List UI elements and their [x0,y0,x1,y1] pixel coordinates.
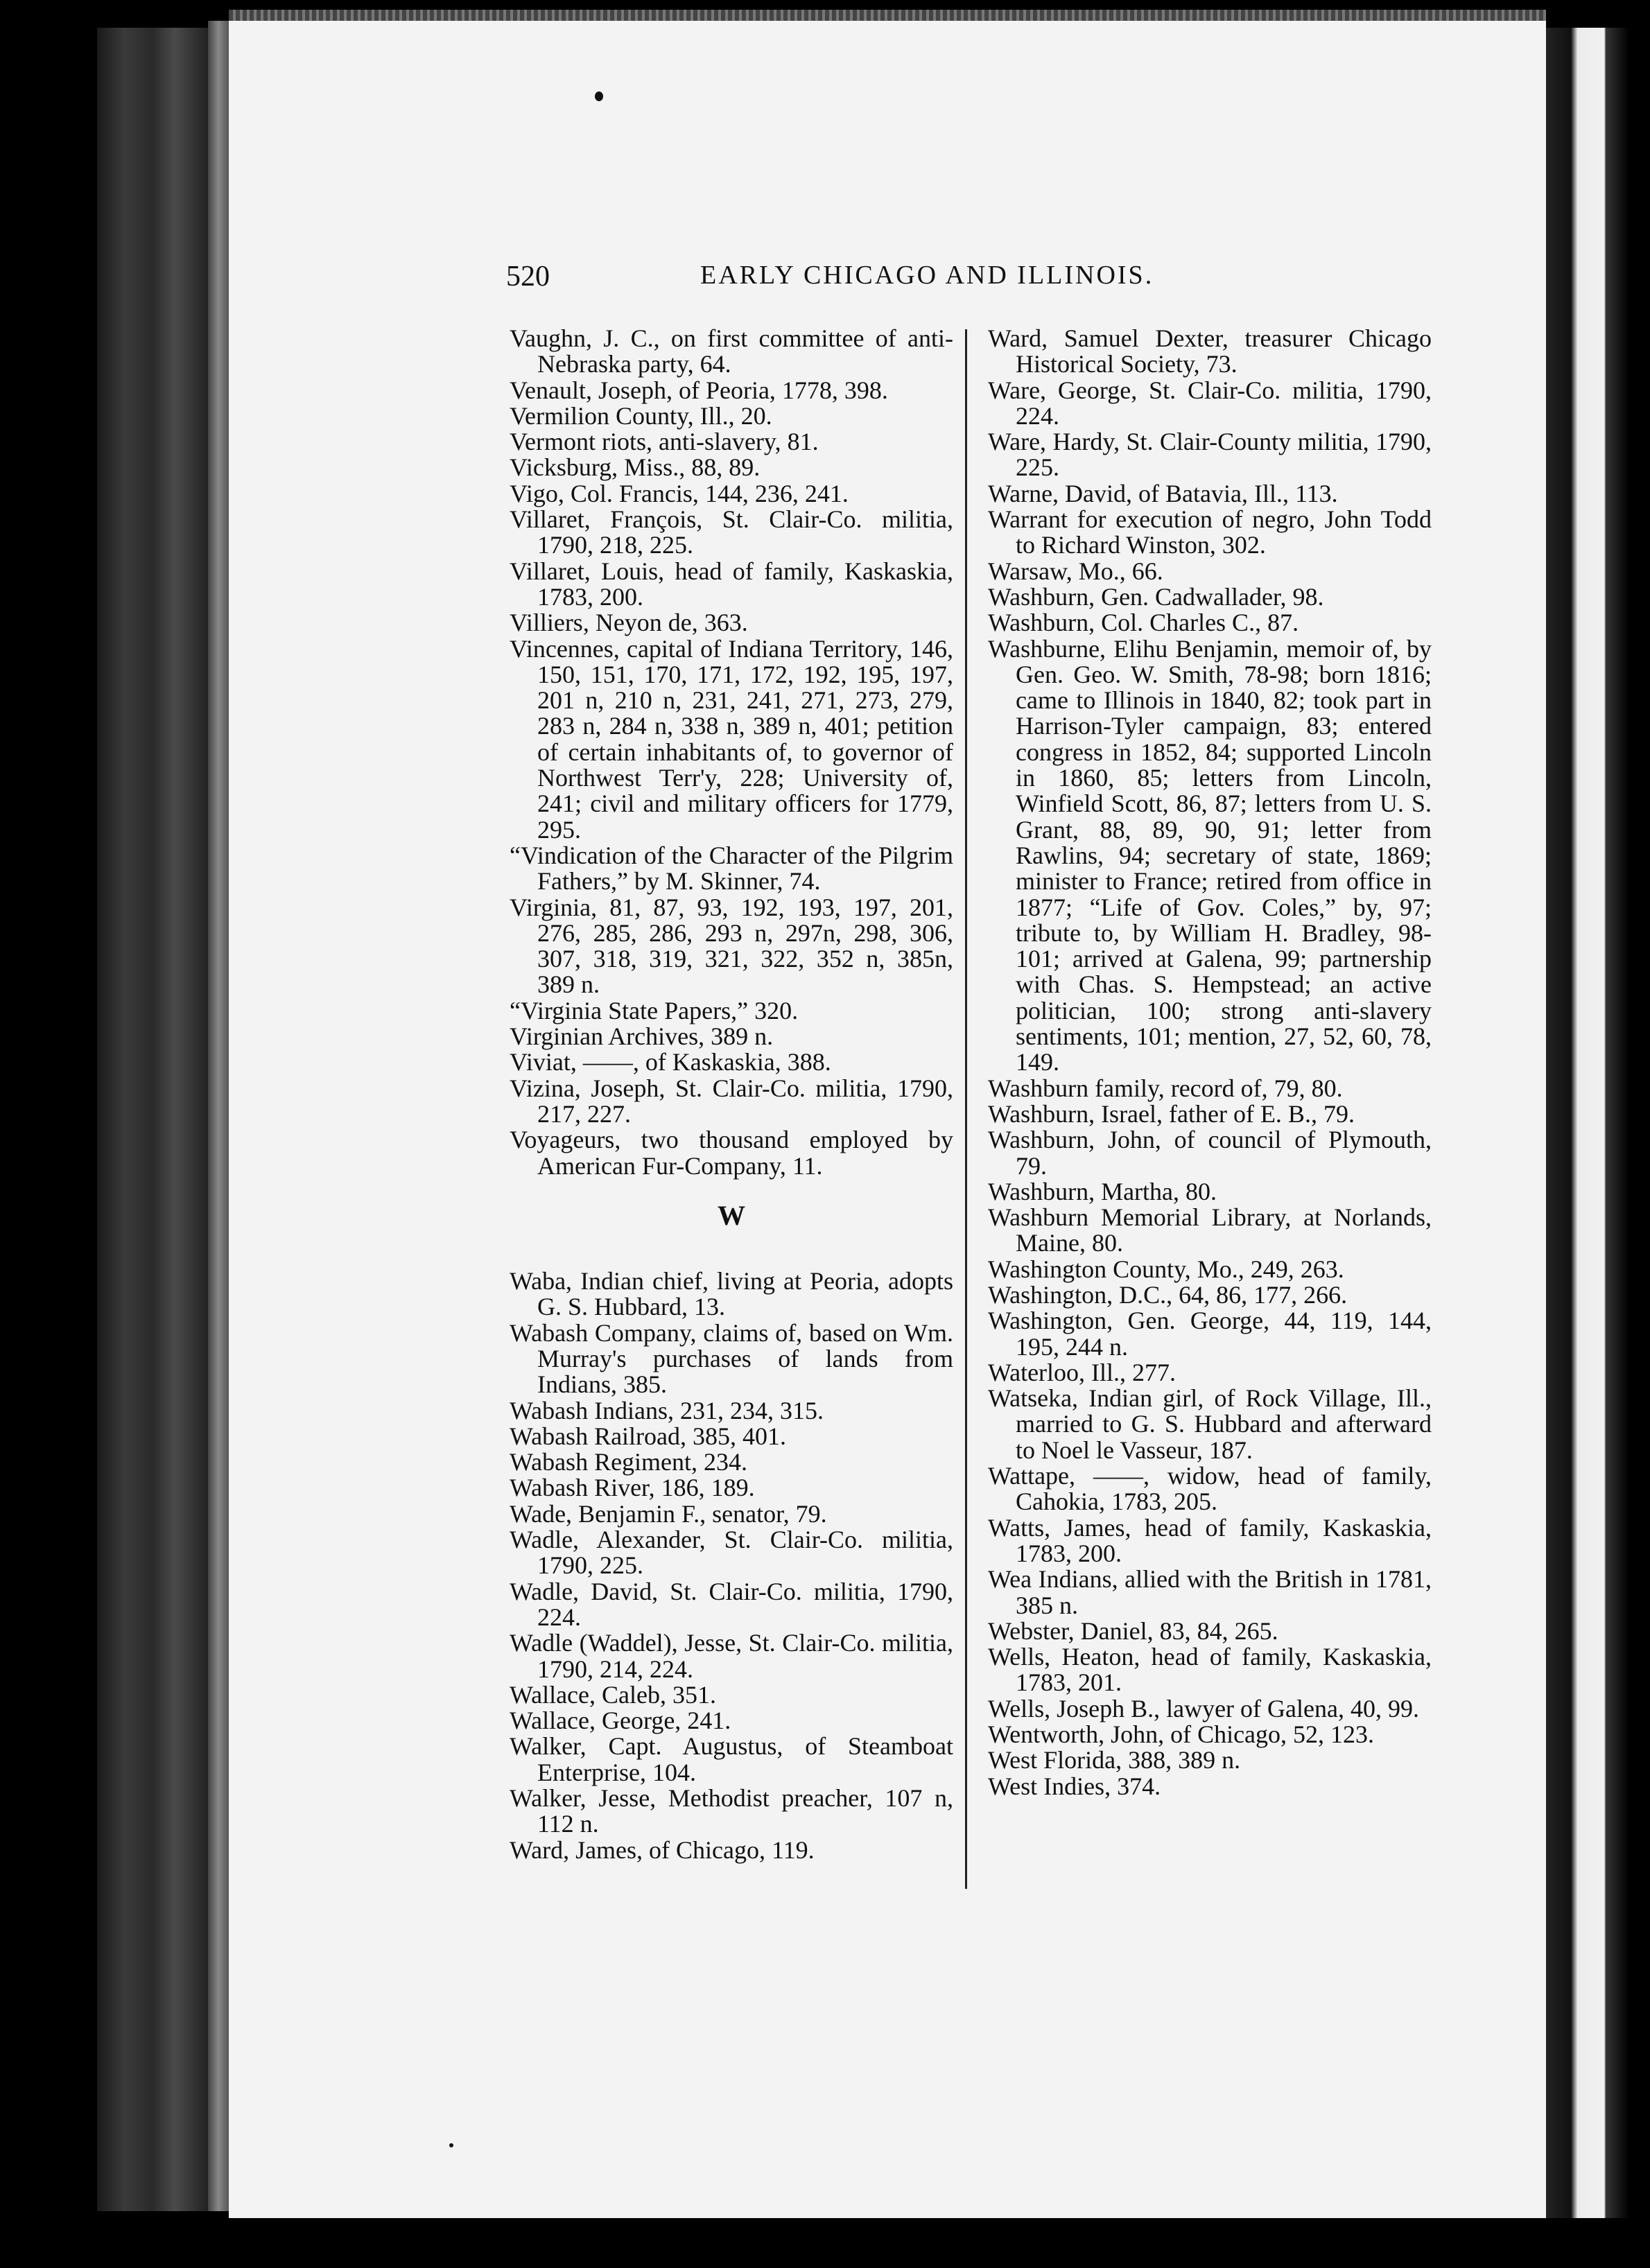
index-entry: Washburne, Elihu Benjamin, memoir of, by Gen. Geo. W. Smith, 78-98; born 1816; came to Illinois in 1840, 82; took part in Harrison-Tyler campaign, 83; entered congress in 1852, 84; supported Lincoln in 1860, 85; letters from Lincoln, Winfield Scott, 86, 87; letters from U. S. Grant, 88, 89, 90, 91; letter from Rawlins, 94; secretary of state, 1869; minister to France; retired from office in 1877; “Life of Gov. Coles,” by, 97; tribute to, by William H. Bradley, 98-101; arrived at Galena, 99; partnership with Chas. S. Hempstead; an active politician, 100; strong anti-slavery sentiments, 101; mention, 27, 52, 60, 78, 149. [988,634,1432,1076]
index-entry: Ware, Hardy, St. Clair-County militia, 1790, 225. [988,428,1432,482]
index-entry: Vizina, Joseph, St. Clair-Co. militia, 1790, 217, 227. [510,1074,953,1128]
index-entry: Ware, George, St. Clair-Co. militia, 1790, 224. [988,376,1432,430]
running-head: EARLY CHICAGO AND ILLINOIS. [700,261,1154,290]
index-entry: “Vindication of the Character of the Pilgrim Fathers,” by M. Skinner, 74. [510,841,953,896]
index-entry: Villaret, François, St. Clair-Co. militia, 1790, 218, 225. [510,505,953,559]
index-entry: Walker, Capt. Augustus, of Steamboat Enterprise, 104. [510,1732,953,1786]
left-column [510,326,953,1863]
index-entry: Villaret, Louis, head of family, Kaskaskia, 1783, 200. [510,557,953,611]
index-entry: Virginia, 81, 87, 93, 192, 193, 197, 201, 276, 285, 286, 293 n, 297n, 298, 306, 307, 318, 319, 321, 322, 352 n, 385n, 389 n. [510,893,953,999]
index-entry: Wea Indians, allied with the British in 1781, 385 n. [988,1565,1432,1619]
index-entry: Washburn Memorial Library, at Norlands, Maine, 80. [988,1203,1432,1257]
page-right-edge [1546,28,1629,2218]
index-entry: Wells, Heaton, head of family, Kaskaskia, 1783, 201. [988,1643,1432,1697]
index-entry: Wabash River, 186, 189. [510,1474,755,1502]
spine-edge [208,21,229,2211]
index-entry: Washburn, Gen. Cadwallader, 98. [988,582,1324,611]
index-entry: Vaughn, J. C., on first committee of anti-Nebraska party, 64. [510,324,953,378]
index-entry: Ward, Samuel Dexter, treasurer Chicago Historical Society, 73. [988,324,1432,378]
index-entry: West Florida, 388, 389 n. [988,1746,1241,1774]
section-letter: W [718,1199,745,1231]
index-entry: Waba, Indian chief, living at Peoria, adopts G. S. Hubbard, 13. [510,1267,953,1321]
index-entry: Villiers, Neyon de, 363. [510,609,748,637]
index-entry: Venault, Joseph, of Peoria, 1778, 398. [510,376,888,404]
index-entry: Vincennes, capital of Indiana Territory, 146, 150, 151, 170, 171, 172, 192, 195, 197, 201 n, 210 n, 231, 241, 271, 273, 279, 283 n, 284 n, 338 n, 389 n, 401; petition of certain inhabitants of, to governor of Northwest Terr'y, 228; University of, 241; civil and military officers for 1779, 295. [510,634,953,844]
index-entry: Ward, James, of Chicago, 119. [510,1835,815,1864]
index-entry: Voyageurs, two thousand employed by American Fur-Company, 11. [510,1126,953,1180]
index-entry: Wabash Company, claims of, based on Wm. Murray's purchases of lands from Indians, 385. [510,1318,953,1399]
book-spine [97,28,208,2211]
index-entry: Walker, Jesse, Methodist preacher, 107 n, 112 n. [510,1784,953,1838]
index-entry: Wentworth, John, of Chicago, 52, 123. [988,1720,1375,1749]
index-entry: Wade, Benjamin F., senator, 79. [510,1499,827,1528]
index-entry: Washburn family, record of, 79, 80. [988,1074,1343,1102]
index-entry: Washburn, Martha, 80. [988,1177,1217,1205]
index-entry: Warsaw, Mo., 66. [988,557,1163,585]
index-entry: Virginian Archives, 389 n. [510,1022,774,1051]
right-column [988,326,1432,1799]
index-entry: Warne, David, of Batavia, Ill., 113. [988,479,1338,507]
index-entry: Vigo, Col. Francis, 144, 236, 241. [510,479,849,507]
index-entry: Webster, Daniel, 83, 84, 265. [988,1616,1278,1645]
index-entry: Washington, D.C., 64, 86, 177, 266. [988,1280,1348,1309]
index-entry: Watseka, Indian girl, of Rock Village, Ill., married to G. S. Hubbard and afterward to Noel le Vasseur, 187. [988,1384,1432,1464]
index-entry: Wells, Joseph B., lawyer of Galena, 40, 99. [988,1694,1419,1722]
index-entry: Vermont riots, anti-slavery, 81. [510,428,819,456]
ink-speck [449,2143,453,2147]
index-entry: Wabash Indians, 231, 234, 315. [510,1396,824,1424]
index-entry: Wadle (Waddel), Jesse, St. Clair-Co. militia, 1790, 214, 224. [510,1629,953,1683]
index-entry: Wabash Railroad, 385, 401. [510,1422,787,1450]
index-entry: Washburn, Col. Charles C., 87. [988,609,1299,637]
page-header [506,260,1213,302]
index-entry: “Virginia State Papers,” 320. [510,996,799,1024]
page-number: 520 [506,261,550,293]
index-entry: Viviat, ——, of Kaskaskia, 388. [510,1048,831,1076]
index-entry: Washburn, John, of council of Plymouth, 79. [988,1126,1432,1180]
index-entry: Wabash Regiment, 234. [510,1448,748,1476]
index-entry: Waterloo, Ill., 277. [988,1358,1176,1386]
index-entry: Vicksburg, Miss., 88, 89. [510,453,761,482]
index-entry: Wadle, David, St. Clair-Co. militia, 1790, 224. [510,1577,953,1631]
index-entry: Wadle, Alexander, St. Clair-Co. militia, 1790, 225. [510,1526,953,1580]
column-divider [965,329,967,1889]
ink-speck [595,91,603,101]
index-entry: Washington County, Mo., 249, 263. [988,1255,1344,1283]
index-entry: Vermilion County, Ill., 20. [510,401,772,430]
index-entry: Washington, Gen. George, 44, 119, 144, 195, 244 n. [988,1307,1432,1361]
index-entry: Warrant for execution of negro, John Todd to Richard Winston, 302. [988,505,1432,559]
index-entry: Wattape, ——, widow, head of family, Cahokia, 1783, 205. [988,1462,1432,1516]
index-entry: Wallace, George, 241. [510,1707,731,1735]
index-entry: Wallace, Caleb, 351. [510,1680,716,1709]
index-entry: West Indies, 374. [988,1772,1161,1800]
index-entry: Watts, James, head of family, Kaskaskia, 1783, 200. [988,1513,1432,1567]
index-entry: Washburn, Israel, father of E. B., 79. [988,1099,1355,1128]
